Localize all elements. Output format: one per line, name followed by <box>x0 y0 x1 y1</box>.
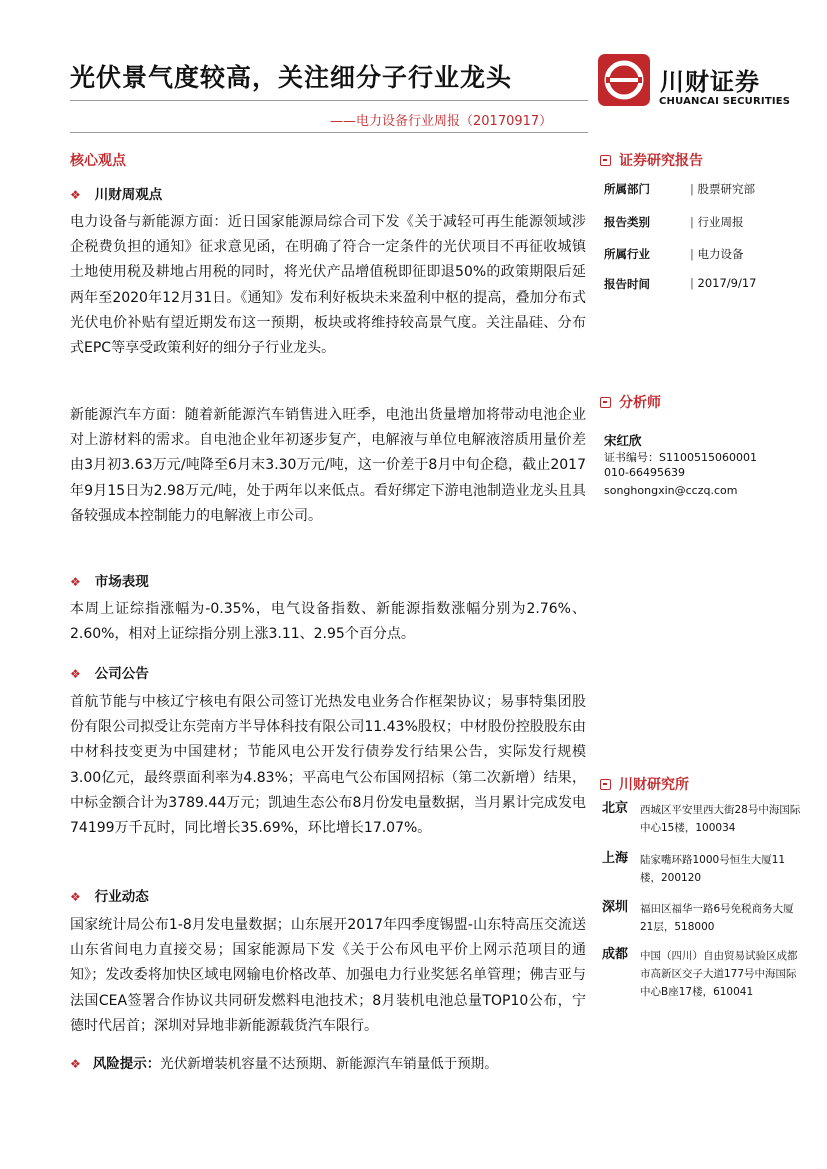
announcements-heading: ❖ 公司公告 <box>70 666 149 682</box>
analyst-heading: 分析师 <box>600 392 661 412</box>
announcements-paragraph: 首航节能与中核辽宁核电有限公司签订光热发电业务合作框架协议；易事特集团股份有限公司拟受让东莞南方半导体科技有限公司11.43%股权；中材股份控股股东由中材科技变更为中国建材；节能风电公开发行债券发行结果公告，实际发行规模3.00亿元，最终票面利率为4.83%；平高电气公布国网招标（第二次新增）结果，中标金额合计为3789.44万元；凯迪生态公布8月份发电量数据，当月累计完成发电74199万千瓦时，同比增长35.69%，环比增长17.07%。 <box>70 694 586 837</box>
office-city-chengdu: 成都 <box>602 947 629 962</box>
office-address-beijing: 西城区平安里西大街28号中海国际中心15楼，100034 <box>640 804 801 834</box>
core-view-title: 核心观点 <box>70 153 126 169</box>
weekly-view-paragraph-2: 新能源汽车方面：随着新能源汽车销售进入旺季，电池出货量增加将带动电池企业对上游材料的需求。自电池企业年初逐步复产，电解液与单位电解液溶质用量价差由3月初3.63万元/吨降至6月末3.30万元/吨，这一价差于8月中旬企稳，截止2017年9月15日为2.98万元/吨，处于两年以来低点。看好绑定下游电池制造业龙头且具备较强成本控制能力的电解液上市公司。 <box>70 407 586 524</box>
office-address-shanghai: 陆家嘴环路1000号恒生大厦11楼，200120 <box>640 854 786 884</box>
office-city-shanghai: 上海 <box>602 851 629 866</box>
market-paragraph: 本周上证综指涨幅为-0.35%，电气设备指数、新能源指数涨幅分别为2.76%、2.60%，相对上证综指分别上涨3.11、2.95个百分点。 <box>70 601 586 643</box>
office-address-shenzhen: 福田区福华一路6号免税商务大厦21层，518000 <box>640 903 794 933</box>
meta-value-dept: | 股票研究部 <box>690 181 755 197</box>
analyst-phone: 010-66495639 <box>604 466 685 479</box>
office-address-chengdu: 中国（四川）自由贸易试验区成都市高新区交子大道177号中海国际中心B座17楼，610041 <box>640 950 798 998</box>
meta-value-date: | 2017/9/17 <box>690 276 757 290</box>
square-bullet-icon <box>600 155 611 166</box>
header-divider <box>70 132 588 133</box>
research-report-heading: 证券研究报告 <box>600 150 703 170</box>
diamond-bullet-icon: ❖ <box>70 1057 81 1071</box>
report-subtitle: ——电力设备行业周报（20170917） <box>330 114 553 129</box>
office-city-shenzhen: 深圳 <box>602 900 629 915</box>
meta-label-date: 报告时间 <box>604 277 650 291</box>
meta-value-category: | 行业周报 <box>690 214 744 230</box>
meta-label-industry: 所属行业 <box>604 247 650 261</box>
report-title: 光伏景气度较高，关注细分子行业龙头 <box>70 63 513 92</box>
analyst-name: 宋红欣 <box>604 433 642 448</box>
weekly-view-heading: ❖ 川财周观点 <box>70 187 163 203</box>
office-city-beijing: 北京 <box>602 801 629 816</box>
analyst-cert: 证书编号：S1100515060001 <box>604 451 757 464</box>
diamond-bullet-icon: ❖ <box>70 890 81 904</box>
industry-paragraph: 国家统计局公布1-8月发电量数据；山东展开2017年四季度锡盟-山东特高压交流送山东省间电力直接交易；国家能源局下发《关于公布风电平价上网示范项目的通知》；发改委将加快区域电网输电价格改革、加强电力行业奖惩名单管理；佛吉亚与法国CEA签署合作协议共同研发燃料电池技术；8月装机电池总量TOP10公布，宁德时代居首；深圳对异地非新能源载货汽车限行。 <box>70 917 586 1034</box>
diamond-bullet-icon: ❖ <box>70 575 81 589</box>
title-divider <box>70 100 588 101</box>
analyst-email[interactable]: songhongxin@cczq.com <box>604 484 738 497</box>
risk-warning: ❖ 风险提示：光伏新增装机容量不达预期、新能源汽车销量低于预期。 <box>70 1056 498 1072</box>
square-bullet-icon <box>600 779 611 790</box>
diamond-bullet-icon: ❖ <box>70 188 81 202</box>
meta-label-category: 报告类别 <box>604 215 650 229</box>
logo-name-cn: 川财证券 <box>660 68 760 96</box>
logo-name-en: CHUANCAI SECURITIES <box>659 96 791 107</box>
diamond-bullet-icon: ❖ <box>70 667 81 681</box>
weekly-view-paragraph-1: 电力设备与新能源方面：近日国家能源局综合司下发《关于减轻可再生能源领域涉企税费负担的通知》征求意见函，在明确了符合一定条件的光伏项目不再征收城镇土地使用税及耕地占用税的同时，将光伏产品增值税即征即退50%的政策期限后延两年至2020年12月31日。《通知》发布利好板块未来盈利中枢的提高，叠加分布式光伏电价补贴有望近期发布这一预期，板块或将维持较高景气度。关注晶硅、分布式EPC等享受政策利好的细分子行业龙头。 <box>70 214 586 357</box>
market-heading: ❖ 市场表现 <box>70 574 149 590</box>
company-logo-icon <box>598 54 650 106</box>
meta-value-industry: | 电力设备 <box>690 246 744 262</box>
square-bullet-icon <box>600 397 611 408</box>
institute-heading: 川财研究所 <box>600 774 689 794</box>
meta-label-dept: 所属部门 <box>604 182 650 196</box>
industry-heading: ❖ 行业动态 <box>70 889 149 905</box>
